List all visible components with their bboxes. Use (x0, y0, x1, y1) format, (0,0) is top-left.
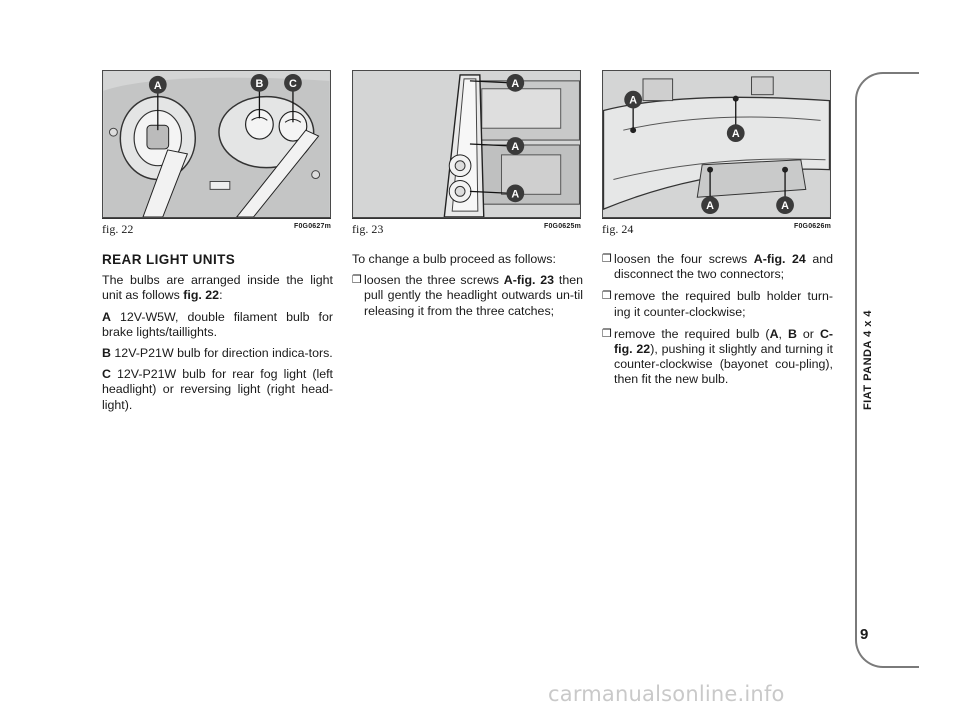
figure-22-caption (102, 218, 331, 236)
bulb-item (102, 310, 333, 340)
step-text: , (778, 326, 788, 341)
bulb-key: B (102, 346, 111, 361)
figure-reference: C-fig. 22 (614, 326, 834, 357)
figure-23-caption (352, 218, 581, 236)
figure-label: fig. 23 (352, 222, 384, 236)
step-text: ), pushing it slightly and turning it counter-clockwise (bayonet cou-pling), then fit the new bulb. (614, 342, 833, 387)
section-heading: REAR LIGHT UNITS (102, 252, 236, 267)
bulb-description: 12V-P21W bulb for rear fog light (left headlight) or reversing light (right head-light). (102, 367, 333, 412)
rear-light-unit-illustration (103, 71, 330, 217)
column-procedure-start (352, 252, 583, 326)
intro-text: The bulbs are arranged inside the light unit as follows (102, 273, 333, 303)
bulb-key: A (769, 326, 779, 341)
callout-label: A (706, 200, 715, 213)
figure-24-image (602, 70, 831, 218)
figure-reference: A-fig. 24 (753, 252, 806, 266)
figure-24-caption (602, 218, 831, 236)
bulb-key: A (102, 309, 111, 324)
column-rear-light-units (102, 252, 333, 419)
callout-label: A (781, 200, 789, 213)
procedure-step (602, 252, 833, 282)
side-tab-title: FIAT PANDA 4 x 4 (862, 309, 874, 411)
callout-label: A (511, 188, 520, 201)
figure-code: F0G0626m (793, 223, 831, 230)
step-text: remove the required bulb ( (614, 326, 770, 341)
step-text: loosen the three screws (364, 273, 504, 288)
step-text: and disconnect the two connectors; (614, 252, 833, 282)
callout-label: A (153, 79, 162, 92)
callout-label: A (731, 128, 740, 141)
headlight-removal-illustration (353, 71, 580, 217)
figure-code: F0G0627m (293, 223, 331, 230)
procedure-intro: To change a bulb proceed as follows: (352, 252, 556, 266)
watermark: carmanualsonline.info (548, 682, 785, 706)
procedure-step (352, 273, 583, 319)
bulb-key: B (787, 326, 797, 341)
bulb-description: 12V-P21W bulb for direction indica-tors. (114, 346, 333, 361)
intro-punct: : (219, 288, 223, 303)
step-text: remove the required bulb holder turn-ing it counter-clockwise; (614, 289, 833, 319)
step-text: loosen the four screws (614, 252, 754, 266)
step-text: or (796, 326, 820, 341)
intro-paragraph (102, 273, 333, 303)
light-housing-screws-illustration (603, 71, 830, 217)
procedure-step (602, 327, 833, 388)
figure-label: fig. 22 (102, 222, 134, 236)
checkbox-bullet-icon: ❒ (602, 253, 612, 265)
callout-label: A (511, 140, 520, 153)
figure-reference: fig. 22 (183, 288, 220, 303)
figure-23-image (352, 70, 581, 218)
bulb-description: 12V-W5W, double filament bulb for brake lights/taillights. (102, 309, 333, 339)
column-procedure-continued (602, 252, 833, 395)
step-text: then pull gently the headlight outwards un-til releasing it from the three catches; (364, 273, 583, 318)
checkbox-bullet-icon: ❒ (352, 274, 362, 287)
callout-label: B (255, 77, 264, 90)
checkbox-bullet-icon: ❒ (602, 327, 612, 340)
figure-22-image (102, 70, 331, 218)
callout-label: C (289, 77, 297, 90)
page-number: 9 (860, 626, 869, 643)
figure-code: F0G0625m (543, 223, 581, 230)
checkbox-bullet-icon: ❒ (602, 290, 612, 303)
bulb-item (102, 346, 333, 361)
figure-reference: A-fig. 23 (503, 273, 555, 288)
bulb-item (102, 367, 333, 413)
callout-label: A (511, 77, 520, 90)
bulb-key: C (102, 367, 111, 382)
procedure-step (602, 289, 833, 319)
callout-label: A (629, 94, 638, 107)
figure-label: fig. 24 (602, 222, 634, 236)
